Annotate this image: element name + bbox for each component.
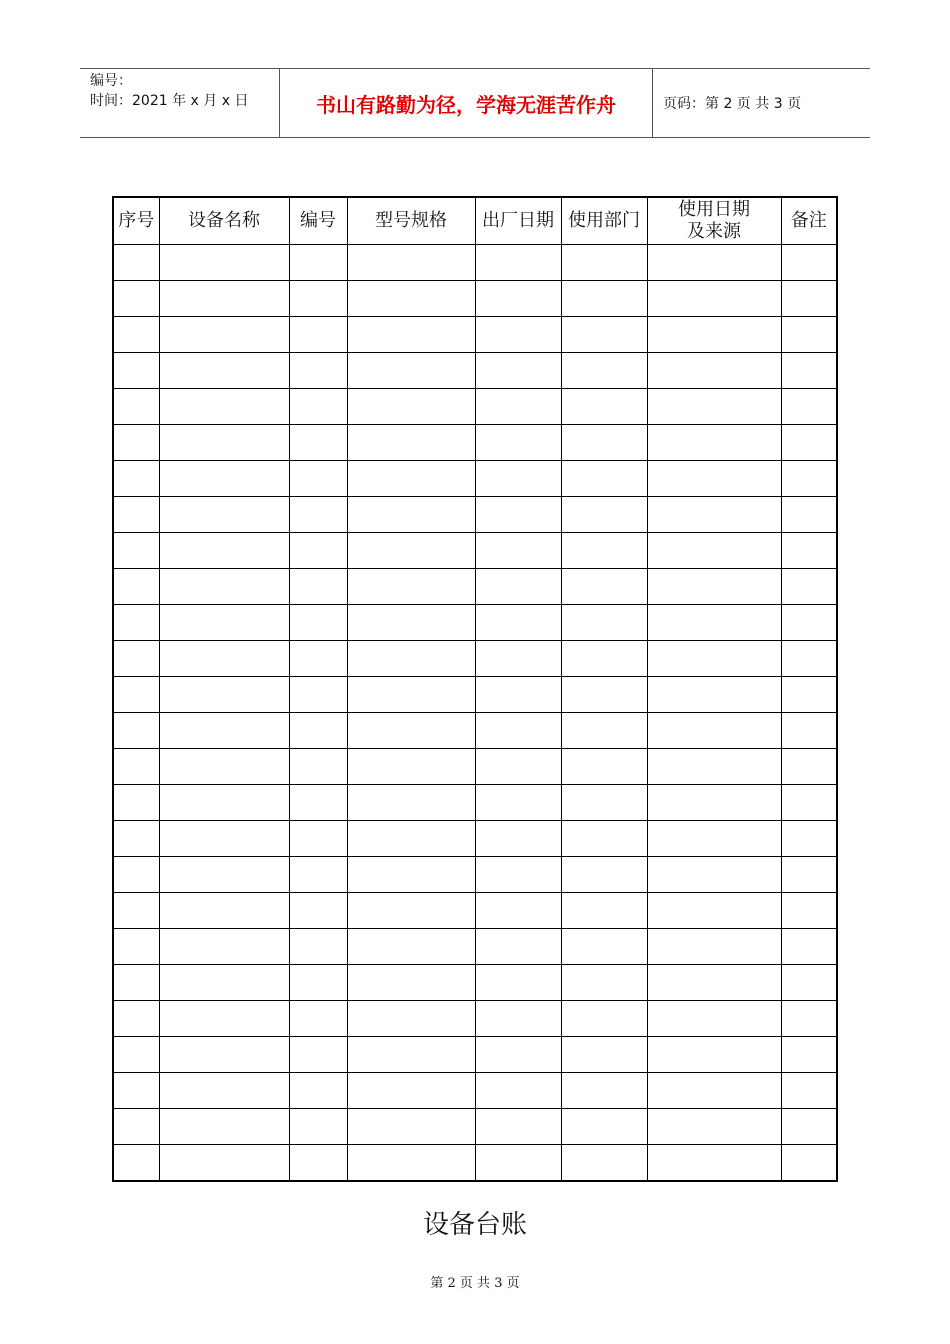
- table-cell[interactable]: [781, 605, 837, 641]
- table-cell[interactable]: [159, 1037, 289, 1073]
- table-cell[interactable]: [647, 533, 781, 569]
- table-row: [113, 785, 837, 821]
- table-row: [113, 1073, 837, 1109]
- col-header-use-date-source: [647, 197, 781, 245]
- table-cell[interactable]: [781, 425, 837, 461]
- table-cell[interactable]: [289, 785, 347, 821]
- table-cell[interactable]: [561, 929, 647, 965]
- table-row: [113, 569, 837, 605]
- table-cell[interactable]: [475, 929, 561, 965]
- table-cell[interactable]: [781, 281, 837, 317]
- table-cell[interactable]: [475, 677, 561, 713]
- table-cell[interactable]: [289, 641, 347, 677]
- table-cell[interactable]: [113, 641, 159, 677]
- table-cell[interactable]: [347, 605, 475, 641]
- table-cell[interactable]: [561, 281, 647, 317]
- table-cell[interactable]: [113, 317, 159, 353]
- table-cell[interactable]: [347, 677, 475, 713]
- table-cell[interactable]: [561, 1001, 647, 1037]
- col-header-seq: 序号: [113, 197, 159, 245]
- table-cell[interactable]: [159, 1109, 289, 1145]
- table-cell[interactable]: [561, 569, 647, 605]
- table-cell[interactable]: [561, 893, 647, 929]
- table-cell[interactable]: [561, 641, 647, 677]
- table-cell[interactable]: [647, 281, 781, 317]
- table-cell[interactable]: [159, 893, 289, 929]
- time-label: 时间：2021 年 x 月 x 日: [90, 93, 249, 109]
- table-cell[interactable]: [781, 461, 837, 497]
- table-row: [113, 1145, 837, 1182]
- table-cell[interactable]: [781, 713, 837, 749]
- table-cell[interactable]: [647, 641, 781, 677]
- table-cell[interactable]: [561, 749, 647, 785]
- table-cell[interactable]: [113, 1037, 159, 1073]
- table-cell[interactable]: [781, 317, 837, 353]
- table-cell[interactable]: [159, 749, 289, 785]
- table-cell[interactable]: [347, 1109, 475, 1145]
- page-header: [80, 68, 870, 138]
- table-cell[interactable]: [475, 1037, 561, 1073]
- table-cell[interactable]: [113, 569, 159, 605]
- table-cell[interactable]: [647, 1109, 781, 1145]
- table-cell[interactable]: [475, 425, 561, 461]
- table-cell[interactable]: [475, 605, 561, 641]
- table-cell[interactable]: [347, 497, 475, 533]
- table-cell[interactable]: [561, 533, 647, 569]
- table-cell[interactable]: [647, 929, 781, 965]
- table-row: [113, 497, 837, 533]
- table-cell[interactable]: [647, 389, 781, 425]
- table-cell[interactable]: [475, 641, 561, 677]
- table-cell[interactable]: [347, 1073, 475, 1109]
- table-cell[interactable]: [475, 893, 561, 929]
- table-row: [113, 929, 837, 965]
- table-cell[interactable]: [561, 677, 647, 713]
- table-cell[interactable]: [647, 785, 781, 821]
- col-header-equipment-name: 设备名称: [159, 197, 289, 245]
- table-cell[interactable]: [561, 497, 647, 533]
- table-row: [113, 245, 837, 281]
- table-cell[interactable]: [289, 245, 347, 281]
- table-cell[interactable]: [113, 281, 159, 317]
- table-cell[interactable]: [475, 1001, 561, 1037]
- table-row: [113, 353, 837, 389]
- table-cell[interactable]: [159, 389, 289, 425]
- table-cell[interactable]: [475, 821, 561, 857]
- table-row: [113, 965, 837, 1001]
- table-cell[interactable]: [113, 821, 159, 857]
- table-cell[interactable]: [347, 389, 475, 425]
- table-cell[interactable]: [289, 893, 347, 929]
- table-cell[interactable]: [781, 497, 837, 533]
- document-title: 设备台账: [422, 1210, 527, 1240]
- table-cell[interactable]: [289, 281, 347, 317]
- table-cell[interactable]: [289, 713, 347, 749]
- table-cell[interactable]: [347, 1001, 475, 1037]
- equipment-ledger-table: [112, 196, 838, 1182]
- table-cell[interactable]: [647, 605, 781, 641]
- table-cell[interactable]: [289, 749, 347, 785]
- table-cell[interactable]: [647, 677, 781, 713]
- table-cell[interactable]: [159, 533, 289, 569]
- table-cell[interactable]: [561, 389, 647, 425]
- table-cell[interactable]: [781, 245, 837, 281]
- table-cell[interactable]: [347, 929, 475, 965]
- table-cell[interactable]: [347, 317, 475, 353]
- number-label: 编号：: [90, 73, 132, 89]
- table-cell[interactable]: [159, 1073, 289, 1109]
- table-cell[interactable]: [289, 1037, 347, 1073]
- table-cell[interactable]: [781, 1145, 837, 1182]
- table-cell[interactable]: [781, 1001, 837, 1037]
- table-cell[interactable]: [347, 569, 475, 605]
- table-cell[interactable]: [347, 893, 475, 929]
- table-row: [113, 1109, 837, 1145]
- table-cell[interactable]: [113, 785, 159, 821]
- table-cell[interactable]: [561, 785, 647, 821]
- table-cell[interactable]: [475, 461, 561, 497]
- table-cell[interactable]: [159, 677, 289, 713]
- table-cell[interactable]: [113, 1073, 159, 1109]
- table-cell[interactable]: [475, 245, 561, 281]
- table-row: [113, 533, 837, 569]
- table-row: [113, 605, 837, 641]
- table-cell[interactable]: [475, 281, 561, 317]
- table-row: [113, 461, 837, 497]
- table-cell[interactable]: [289, 389, 347, 425]
- table-row: [113, 281, 837, 317]
- table-cell[interactable]: [159, 245, 289, 281]
- table-row: [113, 1037, 837, 1073]
- table-cell[interactable]: [781, 929, 837, 965]
- table-cell[interactable]: [113, 605, 159, 641]
- table-cell[interactable]: [647, 461, 781, 497]
- table-cell[interactable]: [781, 965, 837, 1001]
- header-motto: 书山有路勤为径，学海无涯苦作舟: [280, 69, 653, 137]
- table-cell[interactable]: [289, 533, 347, 569]
- table-cell[interactable]: [781, 749, 837, 785]
- table-row: [113, 893, 837, 929]
- table-cell[interactable]: [781, 389, 837, 425]
- table-cell[interactable]: [781, 677, 837, 713]
- table-cell[interactable]: [159, 425, 289, 461]
- table-cell[interactable]: [347, 245, 475, 281]
- table-cell[interactable]: [347, 965, 475, 1001]
- table-cell[interactable]: [475, 1109, 561, 1145]
- table-header-row: [113, 197, 837, 245]
- table-row: [113, 821, 837, 857]
- table-cell[interactable]: [475, 497, 561, 533]
- table-cell[interactable]: [159, 317, 289, 353]
- table-cell[interactable]: [347, 641, 475, 677]
- table-cell[interactable]: [113, 1145, 159, 1182]
- table-cell[interactable]: [647, 749, 781, 785]
- table-cell[interactable]: [159, 857, 289, 893]
- table-cell[interactable]: [159, 929, 289, 965]
- table-cell[interactable]: [289, 497, 347, 533]
- table-cell[interactable]: [347, 533, 475, 569]
- table-cell[interactable]: [113, 425, 159, 461]
- table-cell[interactable]: [289, 1073, 347, 1109]
- table-cell[interactable]: [347, 281, 475, 317]
- table-cell[interactable]: [113, 461, 159, 497]
- table-cell[interactable]: [347, 1037, 475, 1073]
- table-cell[interactable]: [113, 1001, 159, 1037]
- table-cell[interactable]: [289, 1109, 347, 1145]
- table-cell[interactable]: [347, 821, 475, 857]
- table-cell[interactable]: [159, 569, 289, 605]
- table-cell[interactable]: [647, 353, 781, 389]
- table-cell[interactable]: [113, 749, 159, 785]
- table-row: [113, 713, 837, 749]
- table-cell[interactable]: [561, 1073, 647, 1109]
- table-cell[interactable]: [647, 893, 781, 929]
- table-cell[interactable]: [347, 1145, 475, 1182]
- table-cell[interactable]: [561, 857, 647, 893]
- table-cell[interactable]: [561, 353, 647, 389]
- table-cell[interactable]: [561, 1037, 647, 1073]
- table-cell[interactable]: [289, 353, 347, 389]
- table-cell[interactable]: [347, 425, 475, 461]
- table-cell[interactable]: [113, 893, 159, 929]
- table-cell[interactable]: [561, 461, 647, 497]
- table-cell[interactable]: [781, 821, 837, 857]
- table-cell[interactable]: [561, 317, 647, 353]
- table-cell[interactable]: [561, 1109, 647, 1145]
- table-cell[interactable]: [347, 785, 475, 821]
- table-cell[interactable]: [647, 245, 781, 281]
- table-cell[interactable]: [781, 857, 837, 893]
- table-cell[interactable]: [289, 965, 347, 1001]
- table-cell[interactable]: [561, 965, 647, 1001]
- table-cell[interactable]: [647, 1037, 781, 1073]
- table-cell[interactable]: [159, 641, 289, 677]
- table-cell[interactable]: [475, 749, 561, 785]
- table-cell[interactable]: [781, 1109, 837, 1145]
- table-cell[interactable]: [347, 353, 475, 389]
- table-cell[interactable]: [159, 713, 289, 749]
- table-cell[interactable]: [113, 1109, 159, 1145]
- table-cell[interactable]: [647, 425, 781, 461]
- table-row: [113, 641, 837, 677]
- table-cell[interactable]: [781, 533, 837, 569]
- table-cell[interactable]: [159, 1145, 289, 1182]
- table-cell[interactable]: [113, 389, 159, 425]
- table-cell[interactable]: [159, 281, 289, 317]
- page-footer: 第 2 页 共 3 页: [430, 1276, 520, 1291]
- table-cell[interactable]: [781, 1073, 837, 1109]
- table-row: [113, 749, 837, 785]
- table-cell[interactable]: [475, 1145, 561, 1182]
- col-header-use-date-line1: 使用日期: [678, 199, 750, 220]
- table-cell[interactable]: [475, 1073, 561, 1109]
- table-cell[interactable]: [113, 533, 159, 569]
- table-cell[interactable]: [561, 1145, 647, 1182]
- table-cell[interactable]: [561, 605, 647, 641]
- table-cell[interactable]: [561, 821, 647, 857]
- table-cell[interactable]: [159, 605, 289, 641]
- table-cell[interactable]: [289, 461, 347, 497]
- table-cell[interactable]: [647, 821, 781, 857]
- table-cell[interactable]: [647, 1073, 781, 1109]
- table-cell[interactable]: [159, 1001, 289, 1037]
- table-cell[interactable]: [647, 317, 781, 353]
- table-row: [113, 677, 837, 713]
- col-header-use-date-line2: 及来源: [687, 221, 741, 242]
- header-page-info: 页码：第 2 页 共 3 页: [663, 96, 802, 112]
- table-row: [113, 389, 837, 425]
- table-row: [113, 857, 837, 893]
- table-cell[interactable]: [113, 929, 159, 965]
- table-cell[interactable]: [475, 533, 561, 569]
- table-cell[interactable]: [561, 713, 647, 749]
- table-cell[interactable]: [159, 497, 289, 533]
- table-cell[interactable]: [113, 353, 159, 389]
- table-cell[interactable]: [647, 1001, 781, 1037]
- table-cell[interactable]: [647, 857, 781, 893]
- table-cell[interactable]: [347, 749, 475, 785]
- table-cell[interactable]: [289, 821, 347, 857]
- table-cell[interactable]: [289, 1145, 347, 1182]
- table-cell[interactable]: [289, 317, 347, 353]
- table-cell[interactable]: [475, 353, 561, 389]
- table-row: [113, 1001, 837, 1037]
- table-cell[interactable]: [475, 857, 561, 893]
- table-cell[interactable]: [113, 245, 159, 281]
- table-cell[interactable]: [289, 677, 347, 713]
- table-cell[interactable]: [347, 857, 475, 893]
- table-cell[interactable]: [781, 641, 837, 677]
- table-cell[interactable]: [289, 857, 347, 893]
- table-cell[interactable]: [475, 317, 561, 353]
- table-cell[interactable]: [781, 353, 837, 389]
- table-cell[interactable]: [289, 605, 347, 641]
- col-header-department: 使用部门: [561, 197, 647, 245]
- table-cell[interactable]: [347, 713, 475, 749]
- table-cell[interactable]: [475, 389, 561, 425]
- table-cell[interactable]: [781, 1037, 837, 1073]
- col-header-remarks: 备注: [781, 197, 837, 245]
- table-cell[interactable]: [159, 461, 289, 497]
- table-cell[interactable]: [289, 929, 347, 965]
- table-cell[interactable]: [113, 713, 159, 749]
- table-cell[interactable]: [475, 965, 561, 1001]
- table-body: [113, 245, 837, 1182]
- table-cell[interactable]: [647, 713, 781, 749]
- table-cell[interactable]: [113, 857, 159, 893]
- table-cell[interactable]: [647, 569, 781, 605]
- table-cell[interactable]: [475, 713, 561, 749]
- table-cell[interactable]: [475, 569, 561, 605]
- table-cell[interactable]: [113, 965, 159, 1001]
- table-cell[interactable]: [113, 497, 159, 533]
- table-cell[interactable]: [647, 965, 781, 1001]
- table-cell[interactable]: [159, 785, 289, 821]
- table-cell[interactable]: [781, 569, 837, 605]
- header-meta: [80, 69, 280, 137]
- table-cell[interactable]: [289, 569, 347, 605]
- table-cell[interactable]: [347, 461, 475, 497]
- table-row: [113, 425, 837, 461]
- table-cell[interactable]: [159, 353, 289, 389]
- table-cell[interactable]: [289, 1001, 347, 1037]
- table-cell[interactable]: [561, 425, 647, 461]
- table-cell[interactable]: [289, 425, 347, 461]
- col-header-factory-date: 出厂日期: [475, 197, 561, 245]
- table-cell[interactable]: [647, 1145, 781, 1182]
- table-cell[interactable]: [781, 785, 837, 821]
- table-cell[interactable]: [561, 245, 647, 281]
- table-cell[interactable]: [475, 785, 561, 821]
- col-header-number: 编号: [289, 197, 347, 245]
- table-cell[interactable]: [781, 893, 837, 929]
- table-cell[interactable]: [647, 497, 781, 533]
- col-header-model-spec: 型号规格: [347, 197, 475, 245]
- table-cell[interactable]: [113, 677, 159, 713]
- table-row: [113, 317, 837, 353]
- table-cell[interactable]: [159, 821, 289, 857]
- table-cell[interactable]: [159, 965, 289, 1001]
